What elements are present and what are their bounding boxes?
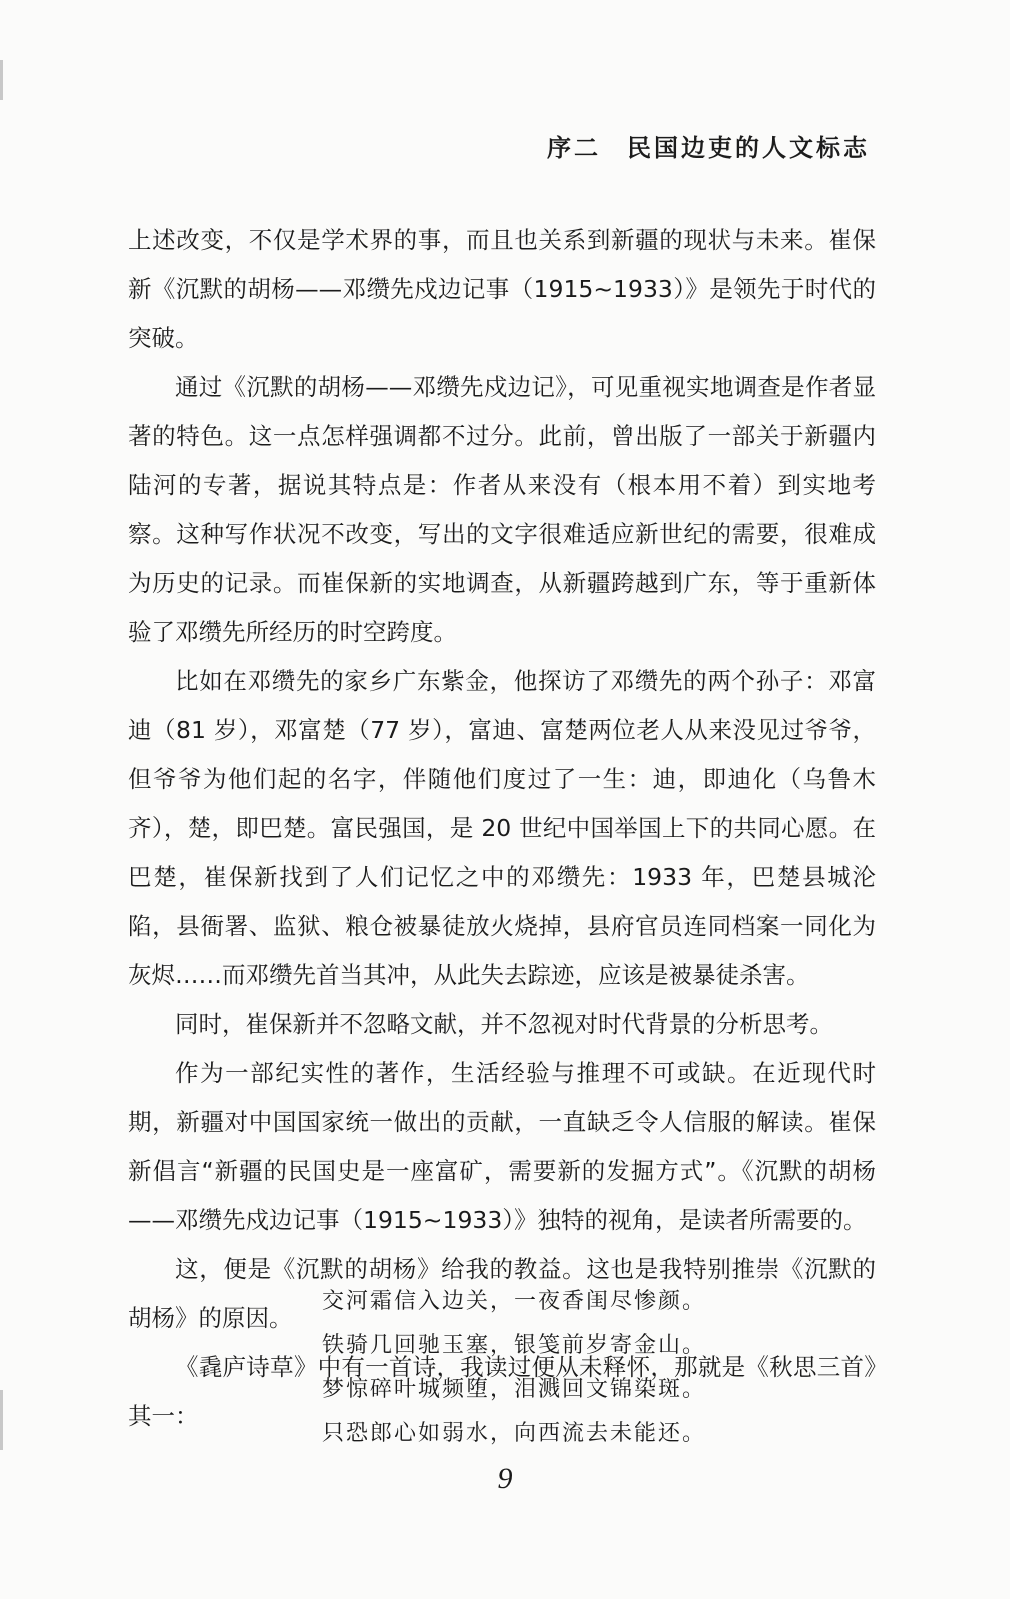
paragraph: 通过《沉默的胡杨——邓缵先戍边记》，可见重视实地调查是作者显著的特色。这一点怎样强调都不过分。此前，曾出版了一部关于新疆内陆河的专著，据说其特点是：作者从来没有（根本用不着）到实地考察。这种写作状况不改变，写出的文字很难适应新世纪的需要，很难成为历史的记录。而崔保新的实地调查，从新疆跨越到广东，等于重新体验了邓缵先所经历的时空跨度。 <box>128 373 876 646</box>
running-head <box>547 128 870 163</box>
paragraph: 作为一部纪实性的著作，生活经验与推理不可或缺。在近现代时期，新疆对中国国家统一做出的贡献，一直缺乏令人信服的解读。崔保新倡言“新疆的民国史是一座富矿，需要新的发掘方式”。《沉默的胡杨——邓缵先戍边记事（1915~1933）》独特的视角，是读者所需要的。 <box>128 1059 876 1234</box>
scan-edge-mark <box>0 60 3 100</box>
poem-line: 铁骑几回驰玉塞，银笺前岁寄金山。 <box>322 1333 707 1358</box>
page-number: 9 <box>497 1462 513 1495</box>
paragraph: 这，便是《沉默的胡杨》给我的教益。这也是我特别推崇《沉默的胡杨》的原因。 <box>128 1255 876 1332</box>
running-head-title: 民国边吏的人文标志 <box>627 133 870 162</box>
poem-line: 梦惊碎叶城频堕，泪溅回文锦染斑。 <box>322 1377 707 1402</box>
paragraph: 《毳庐诗草》中有一首诗，我读过便从未释怀，那就是《秋思三首》其一： <box>128 1353 876 1430</box>
running-head-part: 序二 <box>547 133 601 162</box>
paragraph: 上述改变，不仅是学术界的事，而且也关系到新疆的现状与未来。崔保新《沉默的胡杨——邓缵先戍边记事（1915~1933）》是领先于时代的突破。 <box>128 226 876 352</box>
body-text <box>128 216 876 1441</box>
scan-edge-mark <box>0 1390 3 1450</box>
paragraph: 同时，崔保新并不忽略文献，并不忽视对时代背景的分析思考。 <box>175 1010 833 1038</box>
paragraph: 比如在邓缵先的家乡广东紫金，他探访了邓缵先的两个孙子：邓富迪（81 岁），邓富楚（77 岁），富迪、富楚两位老人从来没见过爷爷，但爷爷为他们起的名字，伴随他们度过了一生：迪，即迪化（乌鲁木齐），楚，即巴楚。富民强国，是 20 世纪中国举国上下的共同心愿。在巴楚，崔保新找到了人们记忆之中的邓缵先：1933 年，巴楚县城沦陷，县衙署、监狱、粮仓被暴徒放火烧掉，县府官员连同档案一同化为灰烬……而邓缵先首当其冲，从此失去踪迹，应该是被暴徒杀害。 <box>128 667 876 989</box>
poem-line: 交河霜信入边关，一夜香闺尽惨颜。 <box>322 1289 707 1314</box>
poem-line: 只恐郎心如弱水，向西流去未能还。 <box>322 1421 707 1446</box>
poem <box>322 1280 706 1456</box>
